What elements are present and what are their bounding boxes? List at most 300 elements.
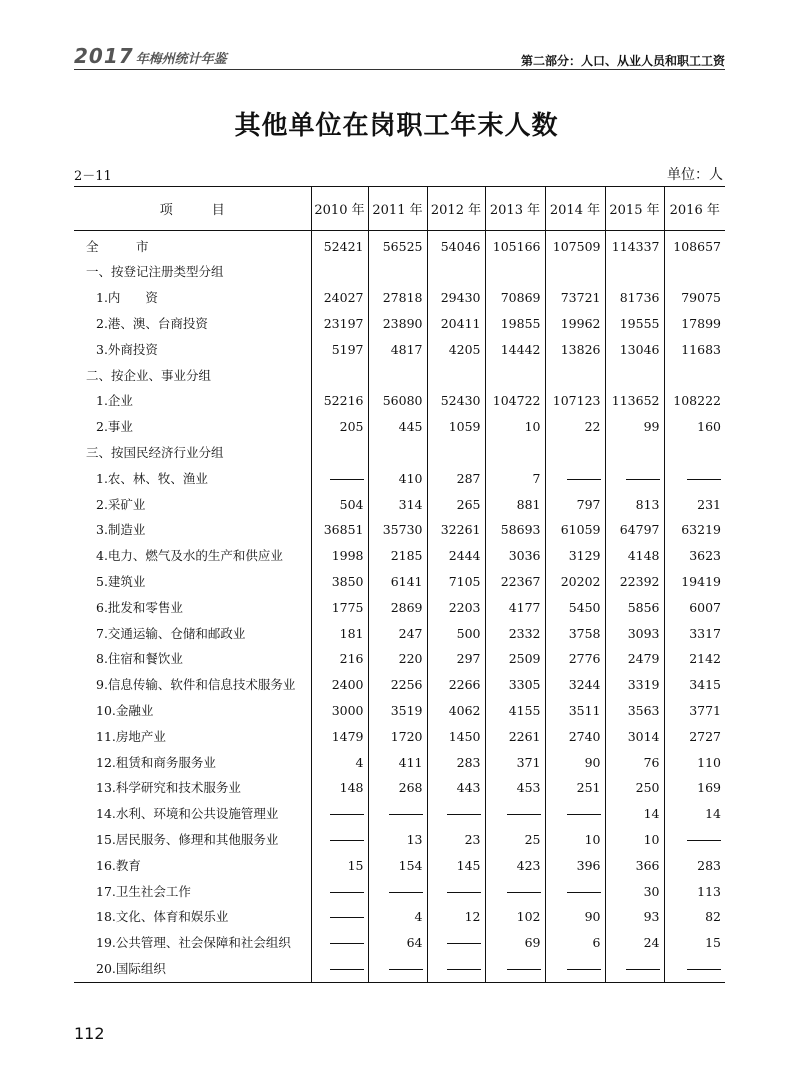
value-cell [545,260,605,286]
value-cell: 32261 [427,518,485,544]
no-data-dash [687,479,721,480]
value-cell: 22 [545,415,605,441]
value-cell: 25 [485,827,545,853]
no-data-dash [626,479,660,480]
unit-label: 单位：人 [667,167,723,183]
table-row [74,544,725,570]
value-cell: 14 [664,802,725,828]
value-cell: 20202 [545,569,605,595]
value-cell: 4817 [368,337,427,363]
row-label: 9.信息传输、软件和信息技术服务业 [96,677,296,693]
item-column-header: 项 目 [74,187,311,231]
table-row [74,905,725,931]
no-data-dash [330,917,364,918]
value-cell [664,363,725,389]
table-row [74,698,725,724]
value-cell: 4155 [485,698,545,724]
row-label: 15.居民服务、修理和其他服务业 [96,831,279,847]
value-cell: 3850 [311,569,368,595]
no-data-cell [545,802,605,828]
no-data-cell [545,879,605,905]
value-cell: 76 [605,750,664,776]
value-cell: 6141 [368,569,427,595]
no-data-cell [545,956,605,982]
year-column-header: 2010 年 [311,187,368,231]
value-cell: 504 [311,492,368,518]
value-cell: 4205 [427,337,485,363]
value-cell: 93 [605,905,664,931]
value-cell: 2479 [605,647,664,673]
row-label: 20.国际组织 [96,960,166,976]
value-cell: 7105 [427,569,485,595]
row-label: 二、按企业、事业分组 [86,367,212,383]
table-row [74,621,725,647]
section-title: 第二部分：人口、从业人员和职工工资 [520,54,725,68]
value-cell: 443 [427,776,485,802]
no-data-dash [507,892,541,893]
value-cell: 287 [427,466,485,492]
value-cell: 13826 [545,337,605,363]
row-label: 3.外商投资 [96,341,158,357]
value-cell: 24 [605,931,664,957]
no-data-cell [427,956,485,982]
value-cell: 423 [485,853,545,879]
no-data-dash [330,892,364,893]
value-cell: 797 [545,492,605,518]
value-cell: 30 [605,879,664,905]
value-cell: 411 [368,750,427,776]
value-cell [368,363,427,389]
value-cell: 10 [545,827,605,853]
table-row [74,492,725,518]
no-data-cell [485,802,545,828]
value-cell: 216 [311,647,368,673]
value-cell [427,440,485,466]
value-cell: 52216 [311,389,368,415]
value-cell [485,363,545,389]
value-cell: 3093 [605,621,664,647]
value-cell: 22367 [485,569,545,595]
value-cell: 108222 [664,389,725,415]
row-label: 5.建筑业 [96,574,146,589]
no-data-cell [311,905,368,931]
value-cell: 6007 [664,595,725,621]
value-cell: 90 [545,750,605,776]
no-data-cell [427,802,485,828]
value-cell: 3771 [664,698,725,724]
value-cell: 107123 [545,389,605,415]
value-cell: 15 [664,931,725,957]
no-data-cell [664,827,725,853]
value-cell: 23197 [311,311,368,337]
value-cell: 63219 [664,518,725,544]
value-cell [485,440,545,466]
no-data-dash [447,814,481,815]
value-cell: 366 [605,853,664,879]
value-cell: 13046 [605,337,664,363]
no-data-dash [447,892,481,893]
value-cell [664,260,725,286]
no-data-dash [389,814,423,815]
value-cell: 58693 [485,518,545,544]
value-cell: 3415 [664,673,725,699]
table-row [74,466,725,492]
value-cell: 73721 [545,286,605,312]
table-row [74,389,725,415]
value-cell: 52430 [427,389,485,415]
table-row [74,286,725,312]
value-cell: 15 [311,853,368,879]
value-cell: 2869 [368,595,427,621]
value-cell: 3305 [485,673,545,699]
table-row [74,879,725,905]
no-data-cell [311,466,368,492]
value-cell: 23890 [368,311,427,337]
value-cell: 24027 [311,286,368,312]
table-row [74,802,725,828]
value-cell: 79075 [664,286,725,312]
value-cell: 11683 [664,337,725,363]
value-cell: 12 [427,905,485,931]
no-data-cell [368,879,427,905]
no-data-dash [507,814,541,815]
value-cell: 4 [311,750,368,776]
value-cell [311,363,368,389]
no-data-cell [311,802,368,828]
value-cell [368,440,427,466]
yearbook-year: 2017 [74,44,134,68]
value-cell: 36851 [311,518,368,544]
value-cell: 2256 [368,673,427,699]
value-cell: 4177 [485,595,545,621]
value-cell: 23 [427,827,485,853]
value-cell: 2776 [545,647,605,673]
header-rule [74,69,725,70]
row-label: 一、按登记注册类型分组 [86,264,224,280]
year-column-header: 2011 年 [368,187,427,231]
value-cell: 3623 [664,544,725,570]
value-cell: 251 [545,776,605,802]
row-label: 17.卫生社会工作 [96,883,191,899]
value-cell: 1720 [368,724,427,750]
value-cell: 64797 [605,518,664,544]
table-row [74,827,725,853]
row-label: 2.采矿业 [96,496,146,512]
row-label: 18.文化、体育和娱乐业 [96,909,229,925]
table-row [74,260,725,286]
value-cell: 113 [664,879,725,905]
value-cell: 52421 [311,231,368,260]
no-data-dash [330,943,364,944]
value-cell: 1450 [427,724,485,750]
table-row [74,750,725,776]
value-cell: 27818 [368,286,427,312]
yearbook-name: 年梅州统计年鉴 [135,52,227,67]
row-label: 2.事业 [96,419,133,435]
value-cell: 3129 [545,544,605,570]
row-label: 14.水利、环境和公共设施管理业 [96,806,279,822]
value-cell: 5856 [605,595,664,621]
value-cell: 160 [664,415,725,441]
value-cell: 2509 [485,647,545,673]
year-column-header: 2016 年 [664,187,725,231]
value-cell: 10 [485,415,545,441]
value-cell: 205 [311,415,368,441]
row-label: 3.制造业 [96,522,146,538]
no-data-dash [687,969,721,970]
value-cell: 3036 [485,544,545,570]
table-row [74,673,725,699]
table-row [74,853,725,879]
value-cell: 148 [311,776,368,802]
value-cell: 6 [545,931,605,957]
no-data-dash [389,892,423,893]
no-data-dash [687,840,721,841]
value-cell: 3244 [545,673,605,699]
table-row [74,776,725,802]
no-data-cell [368,802,427,828]
value-cell: 107509 [545,231,605,260]
value-cell [545,440,605,466]
page-title: 其他单位在岗职工年末人数 [234,111,559,141]
value-cell: 231 [664,492,725,518]
value-cell: 19555 [605,311,664,337]
no-data-dash [567,814,601,815]
no-data-dash [447,943,481,944]
row-label: 7.交通运输、仓储和邮政业 [96,625,246,641]
table-body [74,231,725,983]
value-cell: 14442 [485,337,545,363]
value-cell: 108657 [664,231,725,260]
value-cell: 500 [427,621,485,647]
value-cell: 169 [664,776,725,802]
value-cell: 3511 [545,698,605,724]
value-cell: 265 [427,492,485,518]
value-cell: 113652 [605,389,664,415]
value-cell: 881 [485,492,545,518]
value-cell: 114337 [605,231,664,260]
value-cell: 22392 [605,569,664,595]
value-cell: 453 [485,776,545,802]
no-data-cell [664,956,725,982]
value-cell [427,260,485,286]
no-data-dash [567,479,601,480]
value-cell [605,440,664,466]
page-number: 112 [74,1024,105,1043]
year-column-header: 2014 年 [545,187,605,231]
value-cell: 371 [485,750,545,776]
value-cell: 99 [605,415,664,441]
no-data-cell [311,931,368,957]
value-cell: 56525 [368,231,427,260]
value-cell: 4148 [605,544,664,570]
value-cell: 82 [664,905,725,931]
table-number: 2－11 [74,169,112,184]
row-label: 三、按国民经济行业分组 [86,445,224,461]
row-label: 6.批发和零售业 [96,599,183,615]
no-data-cell [545,466,605,492]
value-cell: 64 [368,931,427,957]
value-cell [368,260,427,286]
value-cell: 54046 [427,231,485,260]
year-column-header: 2012 年 [427,187,485,231]
no-data-cell [311,956,368,982]
row-label: 1.企业 [96,393,133,409]
value-cell: 396 [545,853,605,879]
no-data-cell [605,956,664,982]
value-cell: 19419 [664,569,725,595]
row-label: 全 市 [86,238,149,254]
value-cell: 110 [664,750,725,776]
value-cell: 61059 [545,518,605,544]
no-data-dash [330,840,364,841]
value-cell: 220 [368,647,427,673]
value-cell: 3317 [664,621,725,647]
no-data-cell [485,956,545,982]
value-cell [311,260,368,286]
value-cell [485,260,545,286]
table-row [74,311,725,337]
value-cell: 20411 [427,311,485,337]
data-table [74,186,725,983]
value-cell: 14 [605,802,664,828]
value-cell: 2400 [311,673,368,699]
value-cell: 283 [664,853,725,879]
no-data-cell [605,466,664,492]
row-label: 2.港、澳、台商投资 [96,316,208,332]
value-cell: 2185 [368,544,427,570]
value-cell: 1998 [311,544,368,570]
no-data-dash [330,814,364,815]
no-data-cell [368,956,427,982]
value-cell: 1775 [311,595,368,621]
no-data-cell [485,879,545,905]
value-cell: 3563 [605,698,664,724]
value-cell: 19855 [485,311,545,337]
no-data-dash [389,969,423,970]
value-cell [427,363,485,389]
value-cell: 2332 [485,621,545,647]
value-cell: 154 [368,853,427,879]
no-data-dash [626,969,660,970]
row-label: 4.电力、燃气及水的生产和供应业 [96,548,283,564]
table-row [74,363,725,389]
value-cell: 10 [605,827,664,853]
no-data-dash [567,969,601,970]
no-data-dash [330,479,364,480]
value-cell: 1479 [311,724,368,750]
row-label: 10.金融业 [96,702,154,718]
value-cell: 3000 [311,698,368,724]
row-label: 19.公共管理、社会保障和社会组织 [96,935,291,951]
value-cell [605,363,664,389]
value-cell: 4 [368,905,427,931]
value-cell: 2203 [427,595,485,621]
no-data-cell [311,879,368,905]
value-cell: 35730 [368,518,427,544]
row-label: 16.教育 [96,857,141,873]
value-cell [664,440,725,466]
row-label: 1.内 资 [96,290,158,306]
year-column-header: 2015 年 [605,187,664,231]
value-cell: 813 [605,492,664,518]
row-label: 13.科学研究和技术服务业 [96,780,241,796]
row-label: 8.住宿和餐饮业 [96,651,183,667]
value-cell: 70869 [485,286,545,312]
value-cell: 5450 [545,595,605,621]
value-cell: 4062 [427,698,485,724]
value-cell: 17899 [664,311,725,337]
value-cell: 105166 [485,231,545,260]
table-row [74,415,725,441]
value-cell: 1059 [427,415,485,441]
table-row [74,231,725,260]
value-cell: 104722 [485,389,545,415]
value-cell: 2261 [485,724,545,750]
value-cell: 13 [368,827,427,853]
value-cell: 2727 [664,724,725,750]
value-cell: 90 [545,905,605,931]
value-cell: 3519 [368,698,427,724]
value-cell: 181 [311,621,368,647]
row-label: 11.房地产业 [96,728,166,744]
value-cell: 2444 [427,544,485,570]
table-row [74,595,725,621]
value-cell: 3319 [605,673,664,699]
value-cell: 410 [368,466,427,492]
table-row [74,337,725,363]
value-cell [311,440,368,466]
value-cell: 2740 [545,724,605,750]
value-cell: 283 [427,750,485,776]
table-row [74,724,725,750]
value-cell: 5197 [311,337,368,363]
value-cell: 102 [485,905,545,931]
value-cell: 145 [427,853,485,879]
row-label: 1.农、林、牧、渔业 [96,470,208,486]
value-cell: 268 [368,776,427,802]
no-data-cell [311,827,368,853]
value-cell: 2142 [664,647,725,673]
table-row [74,956,725,982]
value-cell: 3758 [545,621,605,647]
year-column-header: 2013 年 [485,187,545,231]
value-cell: 445 [368,415,427,441]
header-row [74,187,725,231]
value-cell: 19962 [545,311,605,337]
value-cell: 81736 [605,286,664,312]
table-row [74,931,725,957]
no-data-dash [447,969,481,970]
yearbook-title [74,44,227,68]
value-cell: 56080 [368,389,427,415]
table-row [74,440,725,466]
value-cell: 250 [605,776,664,802]
value-cell: 2266 [427,673,485,699]
no-data-dash [330,969,364,970]
value-cell [605,260,664,286]
no-data-cell [664,466,725,492]
table-row [74,569,725,595]
table-row [74,647,725,673]
no-data-cell [427,879,485,905]
no-data-cell [427,931,485,957]
value-cell: 3014 [605,724,664,750]
value-cell: 247 [368,621,427,647]
table-row [74,518,725,544]
row-label: 12.租赁和商务服务业 [96,754,216,770]
value-cell: 7 [485,466,545,492]
